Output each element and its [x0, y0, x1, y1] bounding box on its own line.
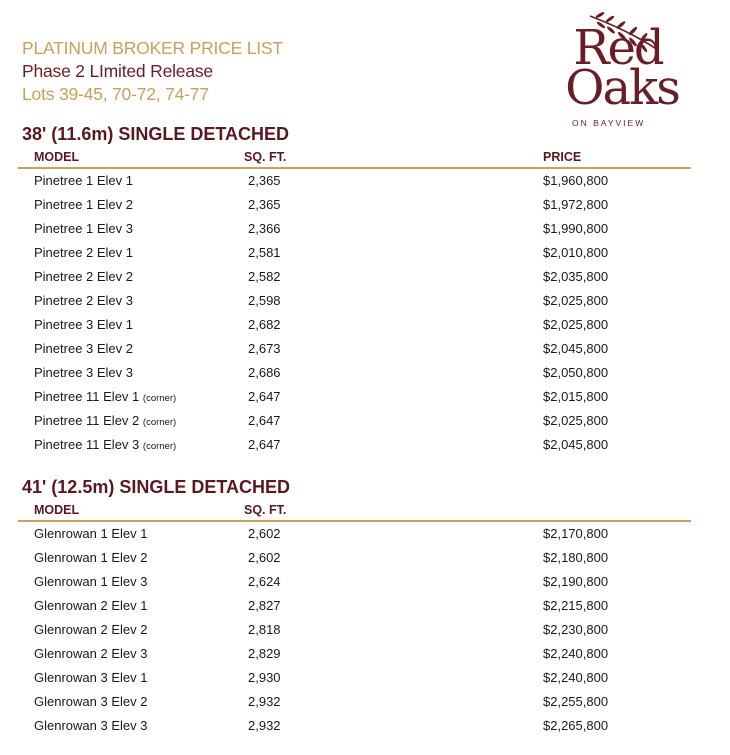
model-cell — [34, 337, 133, 361]
model-cell — [34, 409, 176, 435]
price-cell: $2,015,800 — [543, 389, 609, 404]
model-cell — [34, 546, 147, 570]
model-cell — [34, 690, 147, 714]
model-name: Glenrowan 2 Elev 1 — [34, 598, 148, 613]
model-name: Pinetree 2 Elev 2 — [34, 269, 134, 284]
sqft-cell: 2,602 — [248, 550, 281, 565]
model-name: Pinetree 3 Elev 2 — [34, 341, 134, 356]
table-row — [0, 690, 730, 714]
price-cell: $2,255,800 — [543, 694, 609, 709]
lots-line: Lots 39-45, 70-72, 74-77 — [22, 84, 209, 104]
logo-word-red: Red — [573, 20, 663, 76]
model-cell — [34, 289, 133, 313]
table-row — [0, 289, 730, 313]
price-cell: $2,025,800 — [543, 317, 609, 332]
sqft-cell: 2,602 — [248, 526, 281, 541]
price-cell: $2,025,800 — [543, 293, 609, 308]
model-cell — [34, 570, 147, 594]
column-header-sqft: SQ. FT. — [244, 503, 287, 517]
table-row — [0, 714, 730, 738]
red-oaks-logo — [540, 10, 700, 135]
price-cell: $1,960,800 — [543, 173, 609, 188]
sqft-cell: 2,673 — [248, 341, 281, 356]
price-cell: $2,035,800 — [543, 269, 609, 284]
model-name: Glenrowan 1 Elev 3 — [34, 574, 148, 589]
column-header-sqft: SQ. FT. — [244, 150, 287, 164]
price-cell: $2,265,800 — [543, 718, 609, 733]
logo-subtitle: ON BAYVIEW — [572, 118, 646, 128]
model-name: Pinetree 11 Elev 3 — [34, 437, 140, 452]
model-cell — [34, 313, 133, 337]
price-cell: $2,230,800 — [543, 622, 609, 637]
model-cell — [34, 217, 133, 241]
model-cell — [34, 385, 176, 411]
table-row — [0, 241, 730, 265]
model-cell — [34, 522, 147, 546]
price-cell: $2,025,800 — [543, 413, 609, 428]
model-cell — [34, 361, 133, 385]
sqft-cell: 2,647 — [248, 413, 281, 428]
table-row — [0, 570, 730, 594]
model-cell — [34, 618, 147, 642]
logo-word-oaks: Oaks — [565, 60, 679, 116]
model-note: (corner) — [142, 441, 177, 452]
sqft-cell: 2,647 — [248, 437, 281, 452]
price-cell: $1,972,800 — [543, 197, 609, 212]
price-cell: $2,045,800 — [543, 341, 609, 356]
table-row — [0, 618, 730, 642]
column-header-price: PRICE — [543, 150, 582, 164]
model-name: Pinetree 3 Elev 3 — [34, 365, 134, 380]
table-row — [0, 522, 730, 546]
model-cell — [34, 169, 133, 193]
model-name: Glenrowan 3 Elev 1 — [34, 670, 148, 685]
table-row — [0, 217, 730, 241]
sqft-cell: 2,624 — [248, 574, 281, 589]
sqft-cell: 2,365 — [248, 197, 281, 212]
model-name: Pinetree 1 Elev 3 — [34, 221, 134, 236]
model-name: Pinetree 3 Elev 1 — [34, 317, 134, 332]
sqft-cell: 2,366 — [248, 221, 281, 236]
sqft-cell: 2,581 — [248, 245, 281, 260]
model-name: Glenrowan 2 Elev 2 — [34, 622, 148, 637]
sqft-cell: 2,582 — [248, 269, 281, 284]
model-name: Pinetree 2 Elev 3 — [34, 293, 134, 308]
model-cell — [34, 594, 147, 618]
table-row — [0, 313, 730, 337]
sqft-cell: 2,818 — [248, 622, 281, 637]
price-cell: $2,050,800 — [543, 365, 609, 380]
model-cell — [34, 666, 147, 690]
document-header — [22, 37, 283, 106]
table-row — [0, 361, 730, 385]
model-note: (corner) — [142, 417, 177, 428]
price-cell: $2,045,800 — [543, 437, 609, 452]
table-row — [0, 409, 730, 433]
table-row — [0, 433, 730, 457]
price-cell: $2,215,800 — [543, 598, 609, 613]
table-row — [0, 169, 730, 193]
sqft-cell: 2,598 — [248, 293, 281, 308]
model-cell — [34, 714, 147, 738]
sqft-cell: 2,829 — [248, 646, 281, 661]
sqft-cell: 2,686 — [248, 365, 281, 380]
price-cell: $2,190,800 — [543, 574, 609, 589]
price-cell: $1,990,800 — [543, 221, 609, 236]
sqft-cell: 2,682 — [248, 317, 281, 332]
sqft-cell: 2,647 — [248, 389, 281, 404]
model-name: Pinetree 1 Elev 2 — [34, 197, 134, 212]
sqft-cell: 2,930 — [248, 670, 281, 685]
section-title: 38' (11.6m) SINGLE DETACHED — [22, 124, 290, 144]
model-cell — [34, 265, 133, 289]
model-name: Glenrowan 3 Elev 3 — [34, 718, 148, 733]
model-name: Glenrowan 2 Elev 3 — [34, 646, 148, 661]
model-name: Pinetree 11 Elev 2 — [34, 413, 140, 428]
model-name: Pinetree 2 Elev 1 — [34, 245, 134, 260]
model-cell — [34, 642, 147, 666]
price-cell: $2,010,800 — [543, 245, 609, 260]
table-row — [0, 546, 730, 570]
price-list-title: PLATINUM BROKER PRICE LIST — [22, 38, 283, 58]
model-name: Pinetree 1 Elev 1 — [34, 173, 134, 188]
sqft-cell: 2,932 — [248, 718, 281, 733]
model-name: Glenrowan 3 Elev 2 — [34, 694, 148, 709]
model-name: Glenrowan 1 Elev 2 — [34, 550, 148, 565]
section-title: 41' (12.5m) SINGLE DETACHED — [22, 477, 291, 497]
table-row — [0, 666, 730, 690]
price-cell: $2,180,800 — [543, 550, 609, 565]
price-cell: $2,170,800 — [543, 526, 609, 541]
price-cell: $2,240,800 — [543, 646, 609, 661]
sqft-cell: 2,365 — [248, 173, 281, 188]
price-cell: $2,240,800 — [543, 670, 609, 685]
model-name: Glenrowan 1 Elev 1 — [34, 526, 148, 541]
table-row — [0, 193, 730, 217]
sqft-cell: 2,932 — [248, 694, 281, 709]
release-subtitle: Phase 2 LImited Release — [22, 61, 213, 81]
table-row — [0, 385, 730, 409]
column-header-model: MODEL — [34, 503, 80, 517]
model-note: (corner) — [142, 393, 177, 404]
table-row — [0, 642, 730, 666]
model-cell — [34, 433, 176, 459]
table-row — [0, 594, 730, 618]
model-cell — [34, 193, 133, 217]
model-cell — [34, 241, 133, 265]
sqft-cell: 2,827 — [248, 598, 281, 613]
table-row — [0, 337, 730, 361]
model-name: Pinetree 11 Elev 1 — [34, 389, 140, 404]
column-header-model: MODEL — [34, 150, 80, 164]
table-row — [0, 265, 730, 289]
